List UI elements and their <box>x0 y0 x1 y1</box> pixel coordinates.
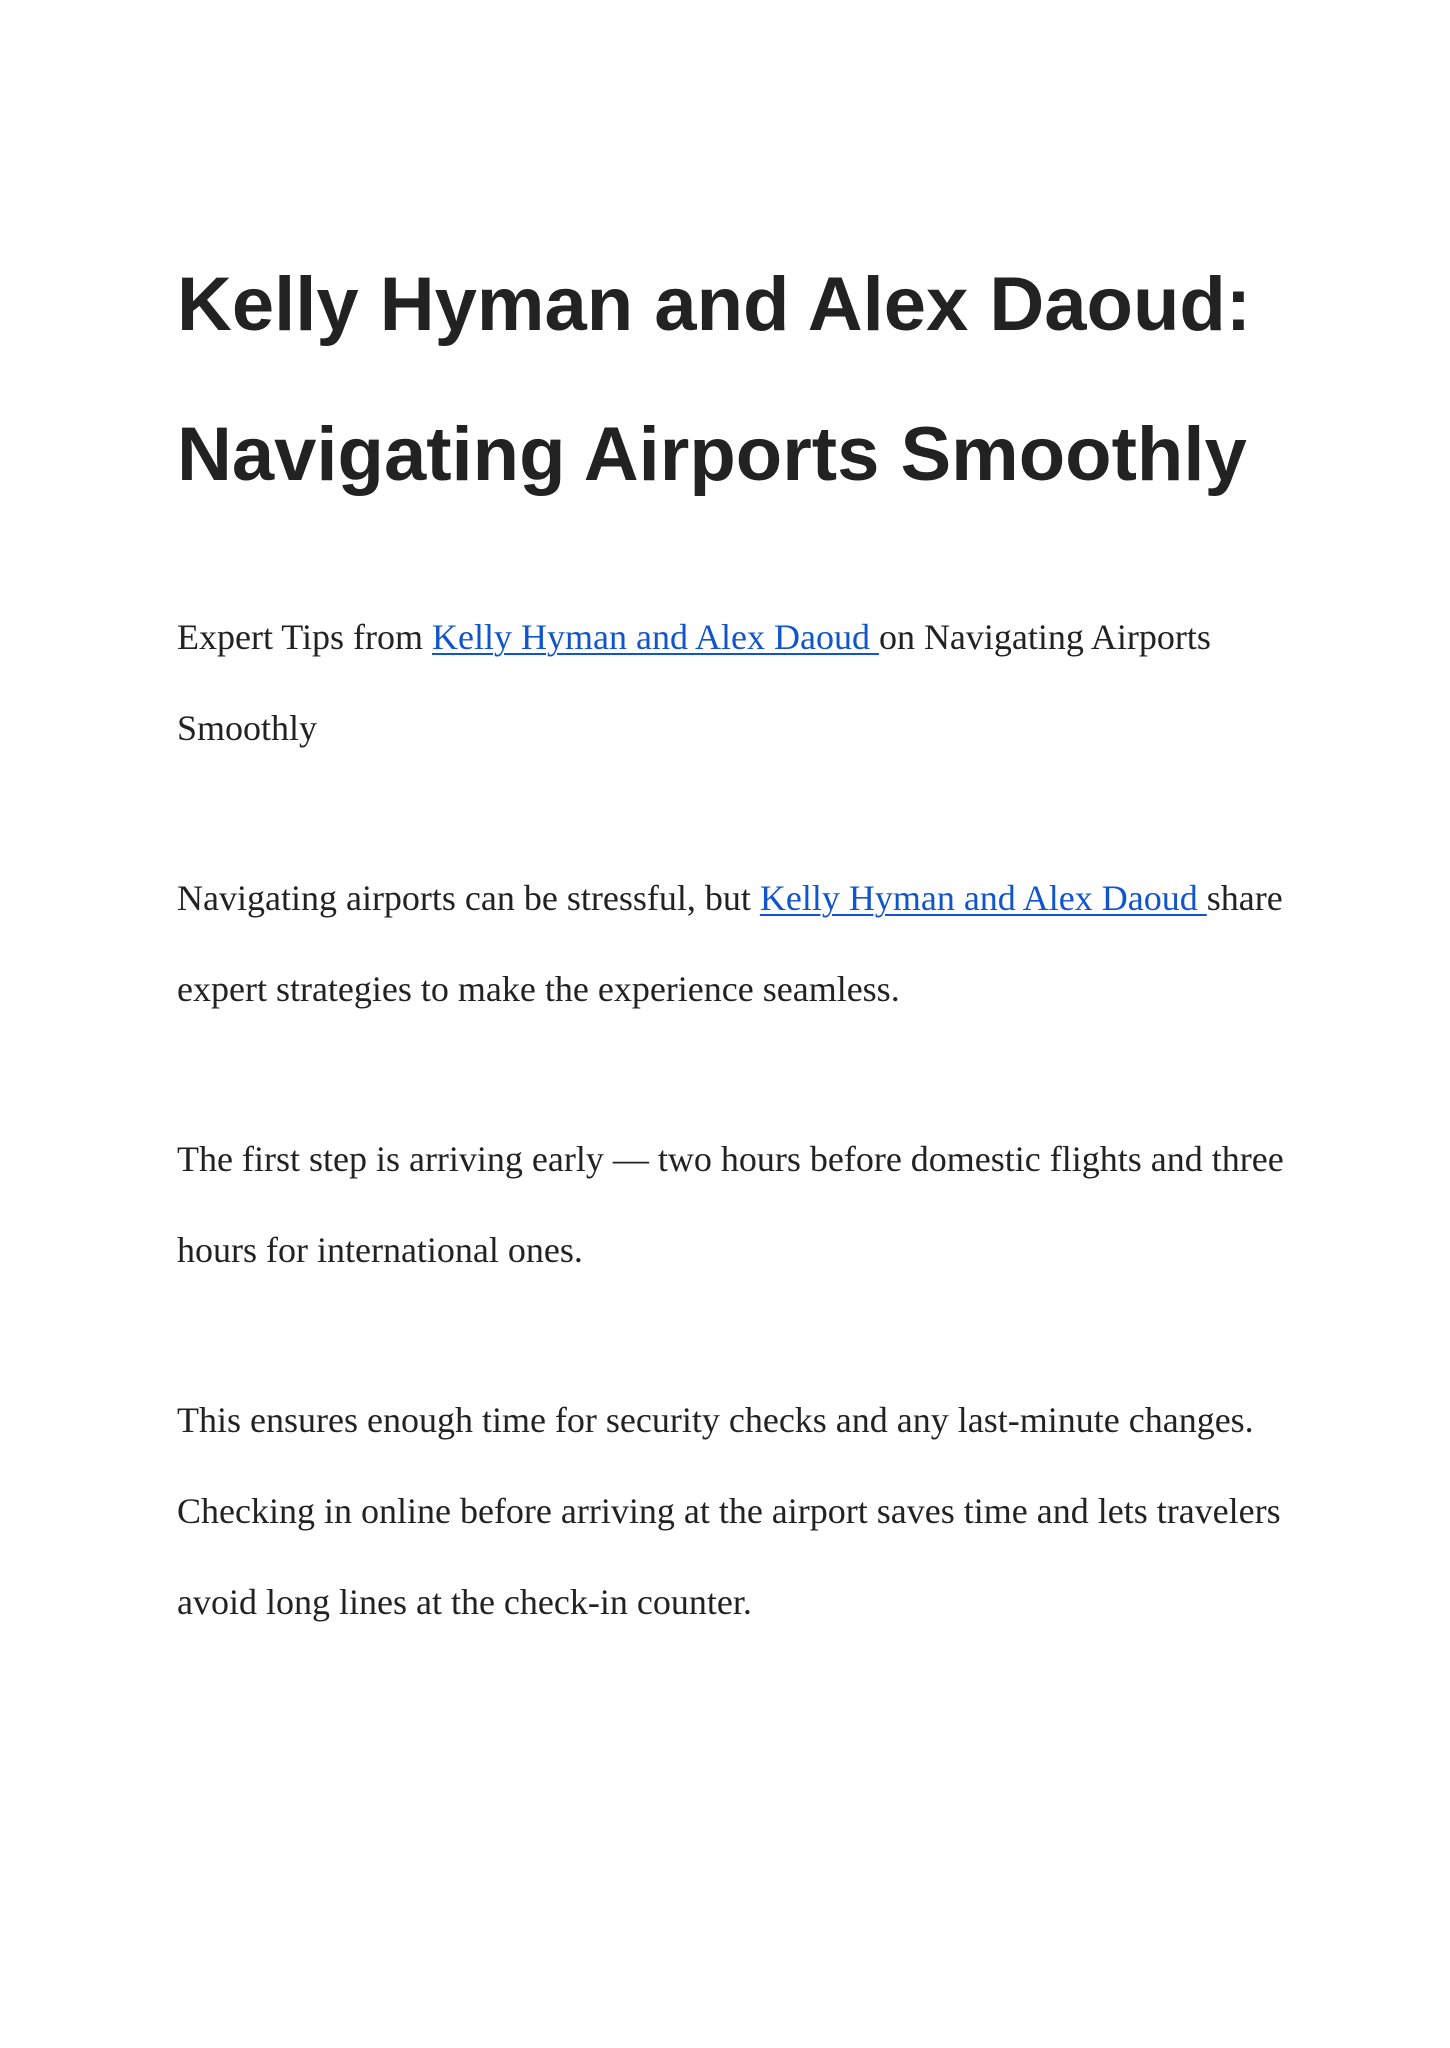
checkin-tip-paragraph: This ensures enough time for security checks and any last-minute changes. Checking in online before arriving at the airport saves time and lets travelers avoid long lines at the check-in counter. <box>177 1400 1281 1622</box>
author-link-overview[interactable]: Kelly Hyman and Alex Daoud <box>759 878 1207 918</box>
intro-text-after: on Navigating Airports Smoothly <box>177 617 1211 748</box>
author-link-intro[interactable]: Kelly Hyman and Alex Daoud <box>432 617 879 657</box>
intro-text-before: Expert Tips from <box>177 617 433 657</box>
document-body <box>177 230 1297 1648</box>
arrival-tip-paragraph: The first step is arriving early — two hours before domestic flights and three hours for international ones. <box>177 1139 1284 1270</box>
overview-text-after: share expert strategies to make the experience seamless. <box>177 878 1283 1009</box>
intro-paragraph <box>177 592 1297 774</box>
page-title: Kelly Hyman and Alex Daoud: Navigating Airports Smoothly <box>177 262 1252 497</box>
overview-paragraph <box>177 853 1297 1035</box>
overview-text-before: Navigating airports can be stressful, but <box>177 878 760 918</box>
